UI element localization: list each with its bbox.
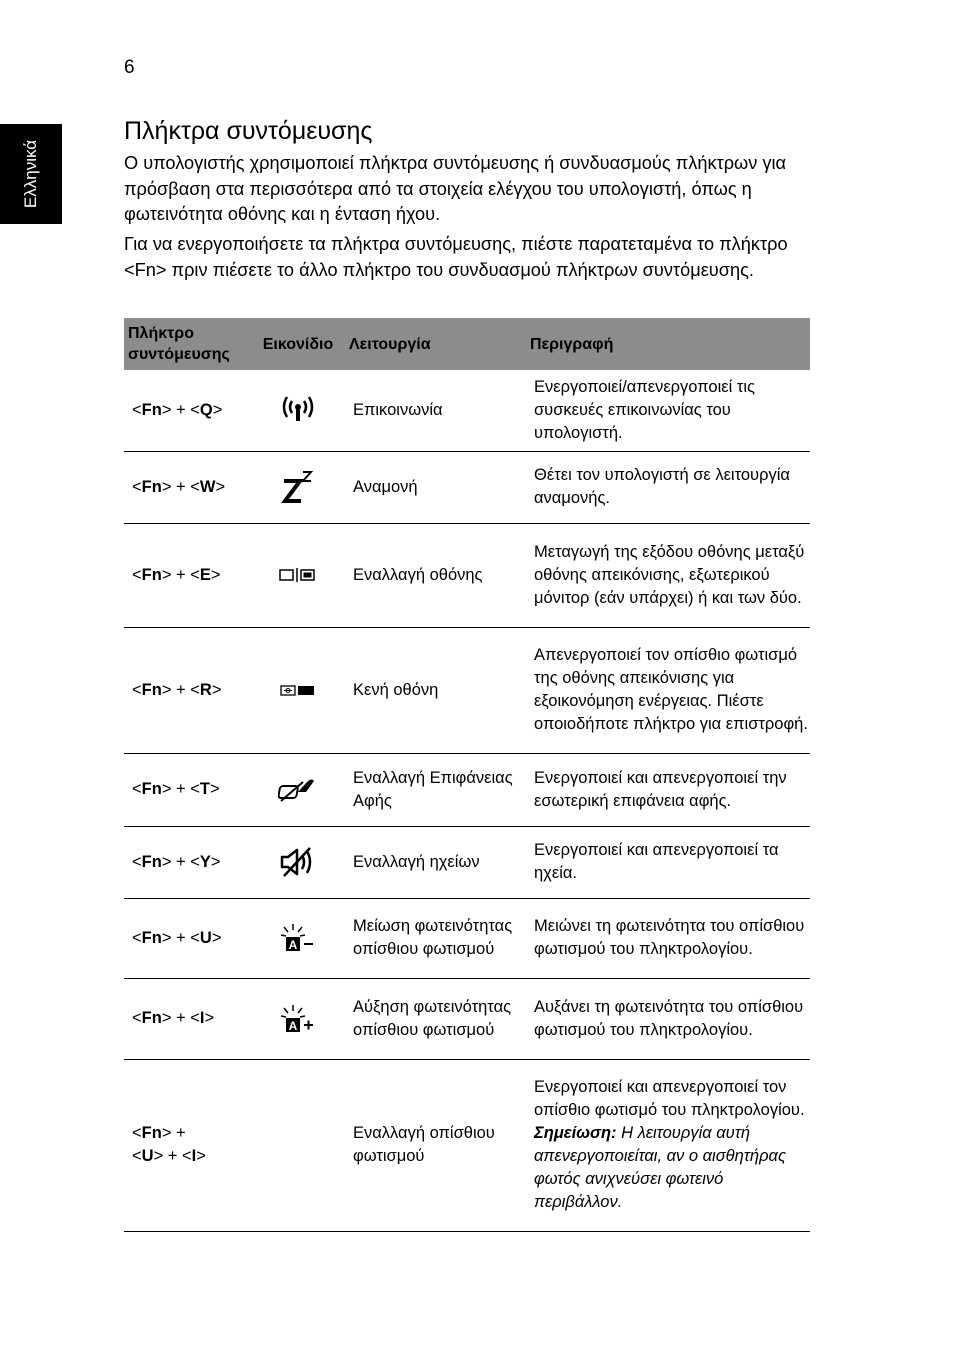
hotkey-cell: <Fn> + <U> + <I> <box>124 1059 251 1231</box>
function-cell: Επικοινωνία <box>345 370 526 451</box>
keyboard-backlight-up-icon <box>278 1004 318 1034</box>
speaker-mute-icon <box>278 845 318 879</box>
description-cell: Θέτει τον υπολογιστή σε λειτουργία αναμονής. <box>526 451 810 523</box>
keyboard-backlight-down-icon <box>278 923 318 953</box>
description-cell <box>526 1059 810 1231</box>
hotkey-cell: <Fn> + <Y> <box>124 826 251 898</box>
table-row <box>124 826 810 898</box>
description-cell: Ενεργοποιεί/απενεργοποιεί τις συσκευές επικοινωνίας του υπολογιστή. <box>526 370 810 451</box>
hotkey-cell: <Fn> + <W> <box>124 451 251 523</box>
table-row <box>124 523 810 627</box>
icon-cell <box>251 1059 345 1231</box>
svg-text:A: A <box>288 1018 298 1033</box>
hotkey-cell: <Fn> + <E> <box>124 523 251 627</box>
function-cell: Εναλλαγή οπίσθιου φωτισμού <box>345 1059 526 1231</box>
page-number: 6 <box>124 57 135 78</box>
header-icon: Εικονίδιο <box>251 318 345 370</box>
instruction-paragraph: Για να ενεργοποιήσετε τα πλήκτρα συντόμευσης, πιέστε παρατεταμένα το πλήκτρο <Fn> πριν πιέσετε το άλλο πλήκτρο του συνδυασμού πλήκτρων συντόμευσης. <box>124 234 788 280</box>
hotkey-cell: <Fn> + <T> <box>124 753 251 826</box>
function-cell: Εναλλαγή ηχείων <box>345 826 526 898</box>
description-cell: Αυξάνει τη φωτεινότητα του οπίσθιου φωτισμού του πληκτρολογίου. <box>526 978 810 1059</box>
description-cell: Ενεργοποιεί και απενεργοποιεί τα ηχεία. <box>526 826 810 898</box>
intro-paragraph: Ο υπολογιστής χρησιμοποιεί πλήκτρα συντόμευσης ή συνδυασμούς πλήκτρων για πρόσβαση στα περισσότερα από τα στοιχεία ελέγχου του υπολογιστή, όπως η φωτεινότητα οθόνης και η ένταση ήχου. <box>124 153 787 224</box>
icon-cell <box>251 627 345 753</box>
wireless-communication-icon <box>278 395 318 425</box>
sleep-zz-icon <box>278 468 318 506</box>
description-text: Ενεργοποιεί και απενεργοποιεί τον οπίσθιο φωτισμό του πληκτρολογίου. <box>534 1078 805 1119</box>
icon-cell <box>251 451 345 523</box>
note-text: Η λειτουργία αυτή απενεργοποιείται, αν ο αισθητήρας φωτός ανιχνεύσει φωτεινό περιβάλλον. <box>534 1124 786 1211</box>
table-row <box>124 370 810 451</box>
svg-text:A: A <box>288 938 298 952</box>
display-toggle-icon <box>278 567 318 583</box>
icon-cell <box>251 978 345 1059</box>
icon-cell <box>251 898 345 978</box>
icon-cell <box>251 523 345 627</box>
screen-blank-icon <box>278 682 318 698</box>
description-cell: Ενεργοποιεί και απενεργοποιεί την εσωτερική επιφάνεια αφής. <box>526 753 810 826</box>
language-side-tab <box>0 124 62 224</box>
header-function: Λειτουργία <box>345 318 526 370</box>
description-cell: Απενεργοποιεί τον οπίσθιο φωτισμό της οθόνης απεικόνισης για εξοικονόμηση ενέργειας. Πιέστε οποιοδήποτε πλήκτρο για επιστροφή. <box>526 627 810 753</box>
description-cell: Μεταγωγή της εξόδου οθόνης μεταξύ οθόνης απεικόνισης, εξωτερικού μόνιτορ (εάν υπάρχει) ή και των δύο. <box>526 523 810 627</box>
function-cell: Εναλλαγή Επιφάνειας Αφής <box>345 753 526 826</box>
function-cell: Εναλλαγή οθόνης <box>345 523 526 627</box>
header-hotkey: Πλήκτρο συντόμευσης <box>124 318 251 370</box>
icon-cell <box>251 753 345 826</box>
table-row <box>124 898 810 978</box>
icon-cell <box>251 826 345 898</box>
icon-cell <box>251 370 345 451</box>
description-cell: Μειώνει τη φωτεινότητα του οπίσθιου φωτισμού του πληκτρολογίου. <box>526 898 810 978</box>
table-row <box>124 451 810 523</box>
hotkey-cell: <Fn> + <U> <box>124 898 251 978</box>
hotkey-cell: <Fn> + <I> <box>124 978 251 1059</box>
hotkey-table <box>124 318 810 1232</box>
note-label: Σημείωση: <box>534 1124 617 1142</box>
table-row <box>124 753 810 826</box>
header-description: Περιγραφή <box>526 318 810 370</box>
hotkey-cell: <Fn> + <Q> <box>124 370 251 451</box>
touchpad-toggle-icon <box>278 776 318 804</box>
table-header-row <box>124 318 810 370</box>
section-title: Πλήκτρα συντόμευσης <box>124 117 373 145</box>
function-cell: Αύξηση φωτεινότητας οπίσθιου φωτισμού <box>345 978 526 1059</box>
hotkey-prefix: <Fn> + <box>132 1124 186 1142</box>
table-row <box>124 627 810 753</box>
language-label: Ελληνικά <box>21 139 40 209</box>
function-cell: Κενή οθόνη <box>345 627 526 753</box>
function-cell: Μείωση φωτεινότητας οπίσθιου φωτισμού <box>345 898 526 978</box>
table-row <box>124 1059 810 1231</box>
table-row <box>124 978 810 1059</box>
function-cell: Αναμονή <box>345 451 526 523</box>
hotkey-cell: <Fn> + <R> <box>124 627 251 753</box>
